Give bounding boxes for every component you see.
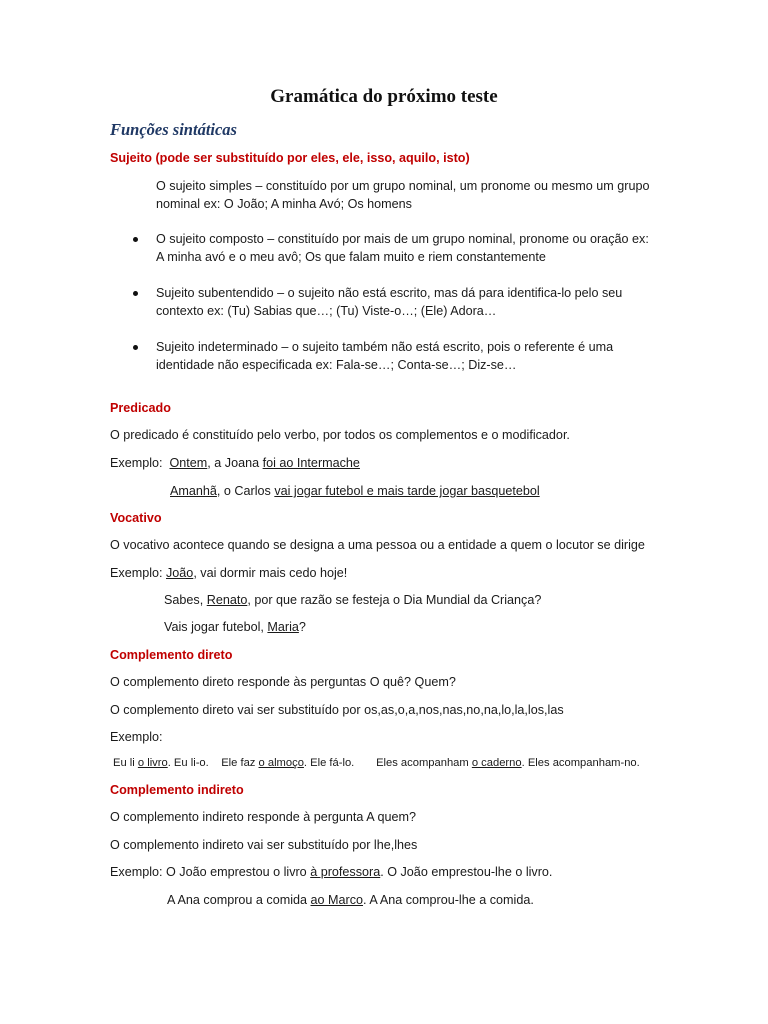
underlined-term: à professora bbox=[310, 865, 381, 879]
underlined-term: Maria bbox=[267, 620, 299, 634]
complemento-direto-example-label: Exemplo: bbox=[110, 730, 163, 744]
example-text: . Ele fá-lo. bbox=[303, 757, 355, 769]
predicado-heading: Predicado bbox=[110, 401, 171, 415]
complemento-indireto-heading: Complemento indireto bbox=[110, 783, 244, 797]
complemento-direto-line-1: O complemento direto responde às perguntas O quê? Quem? bbox=[110, 675, 456, 689]
complemento-direto-heading: Complemento direto bbox=[110, 648, 233, 662]
predicado-definition: O predicado é constituído pelo verbo, por todos os complementos e o modificador. bbox=[110, 428, 570, 442]
complemento-indireto-example-2 bbox=[167, 893, 534, 907]
vocativo-definition: O vocativo acontece quando se designa a uma pessoa ou a entidade a quem o locutor se dirige bbox=[110, 538, 645, 552]
example-text: Sabes, bbox=[164, 593, 204, 607]
complemento-direto-examples bbox=[113, 757, 640, 769]
sujeito-composto-text: O sujeito composto – constituído por mais de um grupo nominal, pronome ou oração ex: A minha avó e o meu avô; Os que falam muito e riem constantemente bbox=[156, 232, 649, 264]
example-text: . Eles acompanham-no. bbox=[521, 757, 640, 769]
example-text: Vais jogar futebol, bbox=[164, 620, 264, 634]
sujeito-indeterminado-text: Sujeito indeterminado – o sujeito também não está escrito, pois o referente é uma identidade não especificada ex: Fala-se…; Conta-se…; Diz-se… bbox=[156, 340, 614, 372]
underlined-term: Ontem bbox=[169, 456, 208, 470]
sujeito-simples-text: O sujeito simples – constituído por um grupo nominal, um pronome ou mesmo um grupo nominal ex: O João; A minha Avó; Os homens bbox=[156, 179, 650, 211]
sujeito-subentendido-text: Sujeito subentendido – o sujeito não está escrito, mas dá para identifica-lo pelo seu contexto ex: (Tu) Sabias que…; (Tu) Viste-o…; (Ele) Adora… bbox=[156, 286, 623, 318]
example-text: Eu li bbox=[113, 757, 135, 769]
example-text: . A Ana comprou-lhe a comida. bbox=[363, 893, 534, 907]
example-label: Exemplo: bbox=[110, 566, 163, 580]
vocativo-example-1 bbox=[110, 566, 347, 580]
complemento-indireto-line-2: O complemento indireto vai ser substituído por lhe,lhes bbox=[110, 838, 418, 852]
vocativo-example-2 bbox=[164, 593, 541, 607]
underlined-term: o livro bbox=[137, 757, 168, 769]
example-text: , vai dormir mais cedo hoje! bbox=[193, 566, 348, 580]
complemento-direto-line-2: O complemento direto vai ser substituído por os,as,o,a,nos,nas,no,na,lo,la,los,las bbox=[110, 703, 564, 717]
bullet-icon bbox=[133, 291, 138, 296]
underlined-term: Renato bbox=[206, 593, 248, 607]
vocativo-heading: Vocativo bbox=[110, 511, 162, 525]
example-text: Eles acompanham bbox=[376, 757, 469, 769]
predicado-example-2 bbox=[170, 484, 540, 498]
example-text: , a Joana bbox=[207, 456, 260, 470]
example-text: ? bbox=[298, 620, 306, 634]
bullet-icon bbox=[133, 345, 138, 350]
example-text: A Ana comprou a comida bbox=[167, 893, 308, 907]
complemento-indireto-line-1: O complemento indireto responde à pergunta A quem? bbox=[110, 810, 416, 824]
example-text: Exemplo: O João emprestou o livro bbox=[110, 865, 307, 879]
underlined-term: o almoço bbox=[258, 757, 304, 769]
underlined-term: vai jogar futebol e mais tarde jogar basquetebol bbox=[274, 484, 540, 498]
example-text: . Eu li-o. bbox=[167, 757, 209, 769]
complemento-indireto-example-1 bbox=[110, 865, 552, 879]
underlined-term: o caderno bbox=[471, 757, 522, 769]
underlined-term: foi ao Intermache bbox=[262, 456, 360, 470]
example-text: , por que razão se festeja o Dia Mundial da Criança? bbox=[247, 593, 542, 607]
example-label: Exemplo: bbox=[110, 456, 163, 470]
example-text: , o Carlos bbox=[216, 484, 271, 498]
page-title: Gramática do próximo teste bbox=[270, 86, 498, 107]
sujeito-heading: Sujeito (pode ser substituído por eles, ele, isso, aquilo, isto) bbox=[110, 151, 470, 165]
underlined-term: ao Marco bbox=[310, 893, 364, 907]
example-text: Ele faz bbox=[221, 757, 256, 769]
underlined-term: João bbox=[166, 566, 194, 580]
vocativo-example-3 bbox=[164, 620, 306, 634]
example-text: . O João emprestou-lhe o livro. bbox=[380, 865, 553, 879]
section-title: Funções sintáticas bbox=[110, 120, 237, 139]
predicado-example-1 bbox=[110, 456, 360, 470]
bullet-icon bbox=[133, 237, 138, 242]
underlined-term: Amanhã bbox=[170, 484, 217, 498]
